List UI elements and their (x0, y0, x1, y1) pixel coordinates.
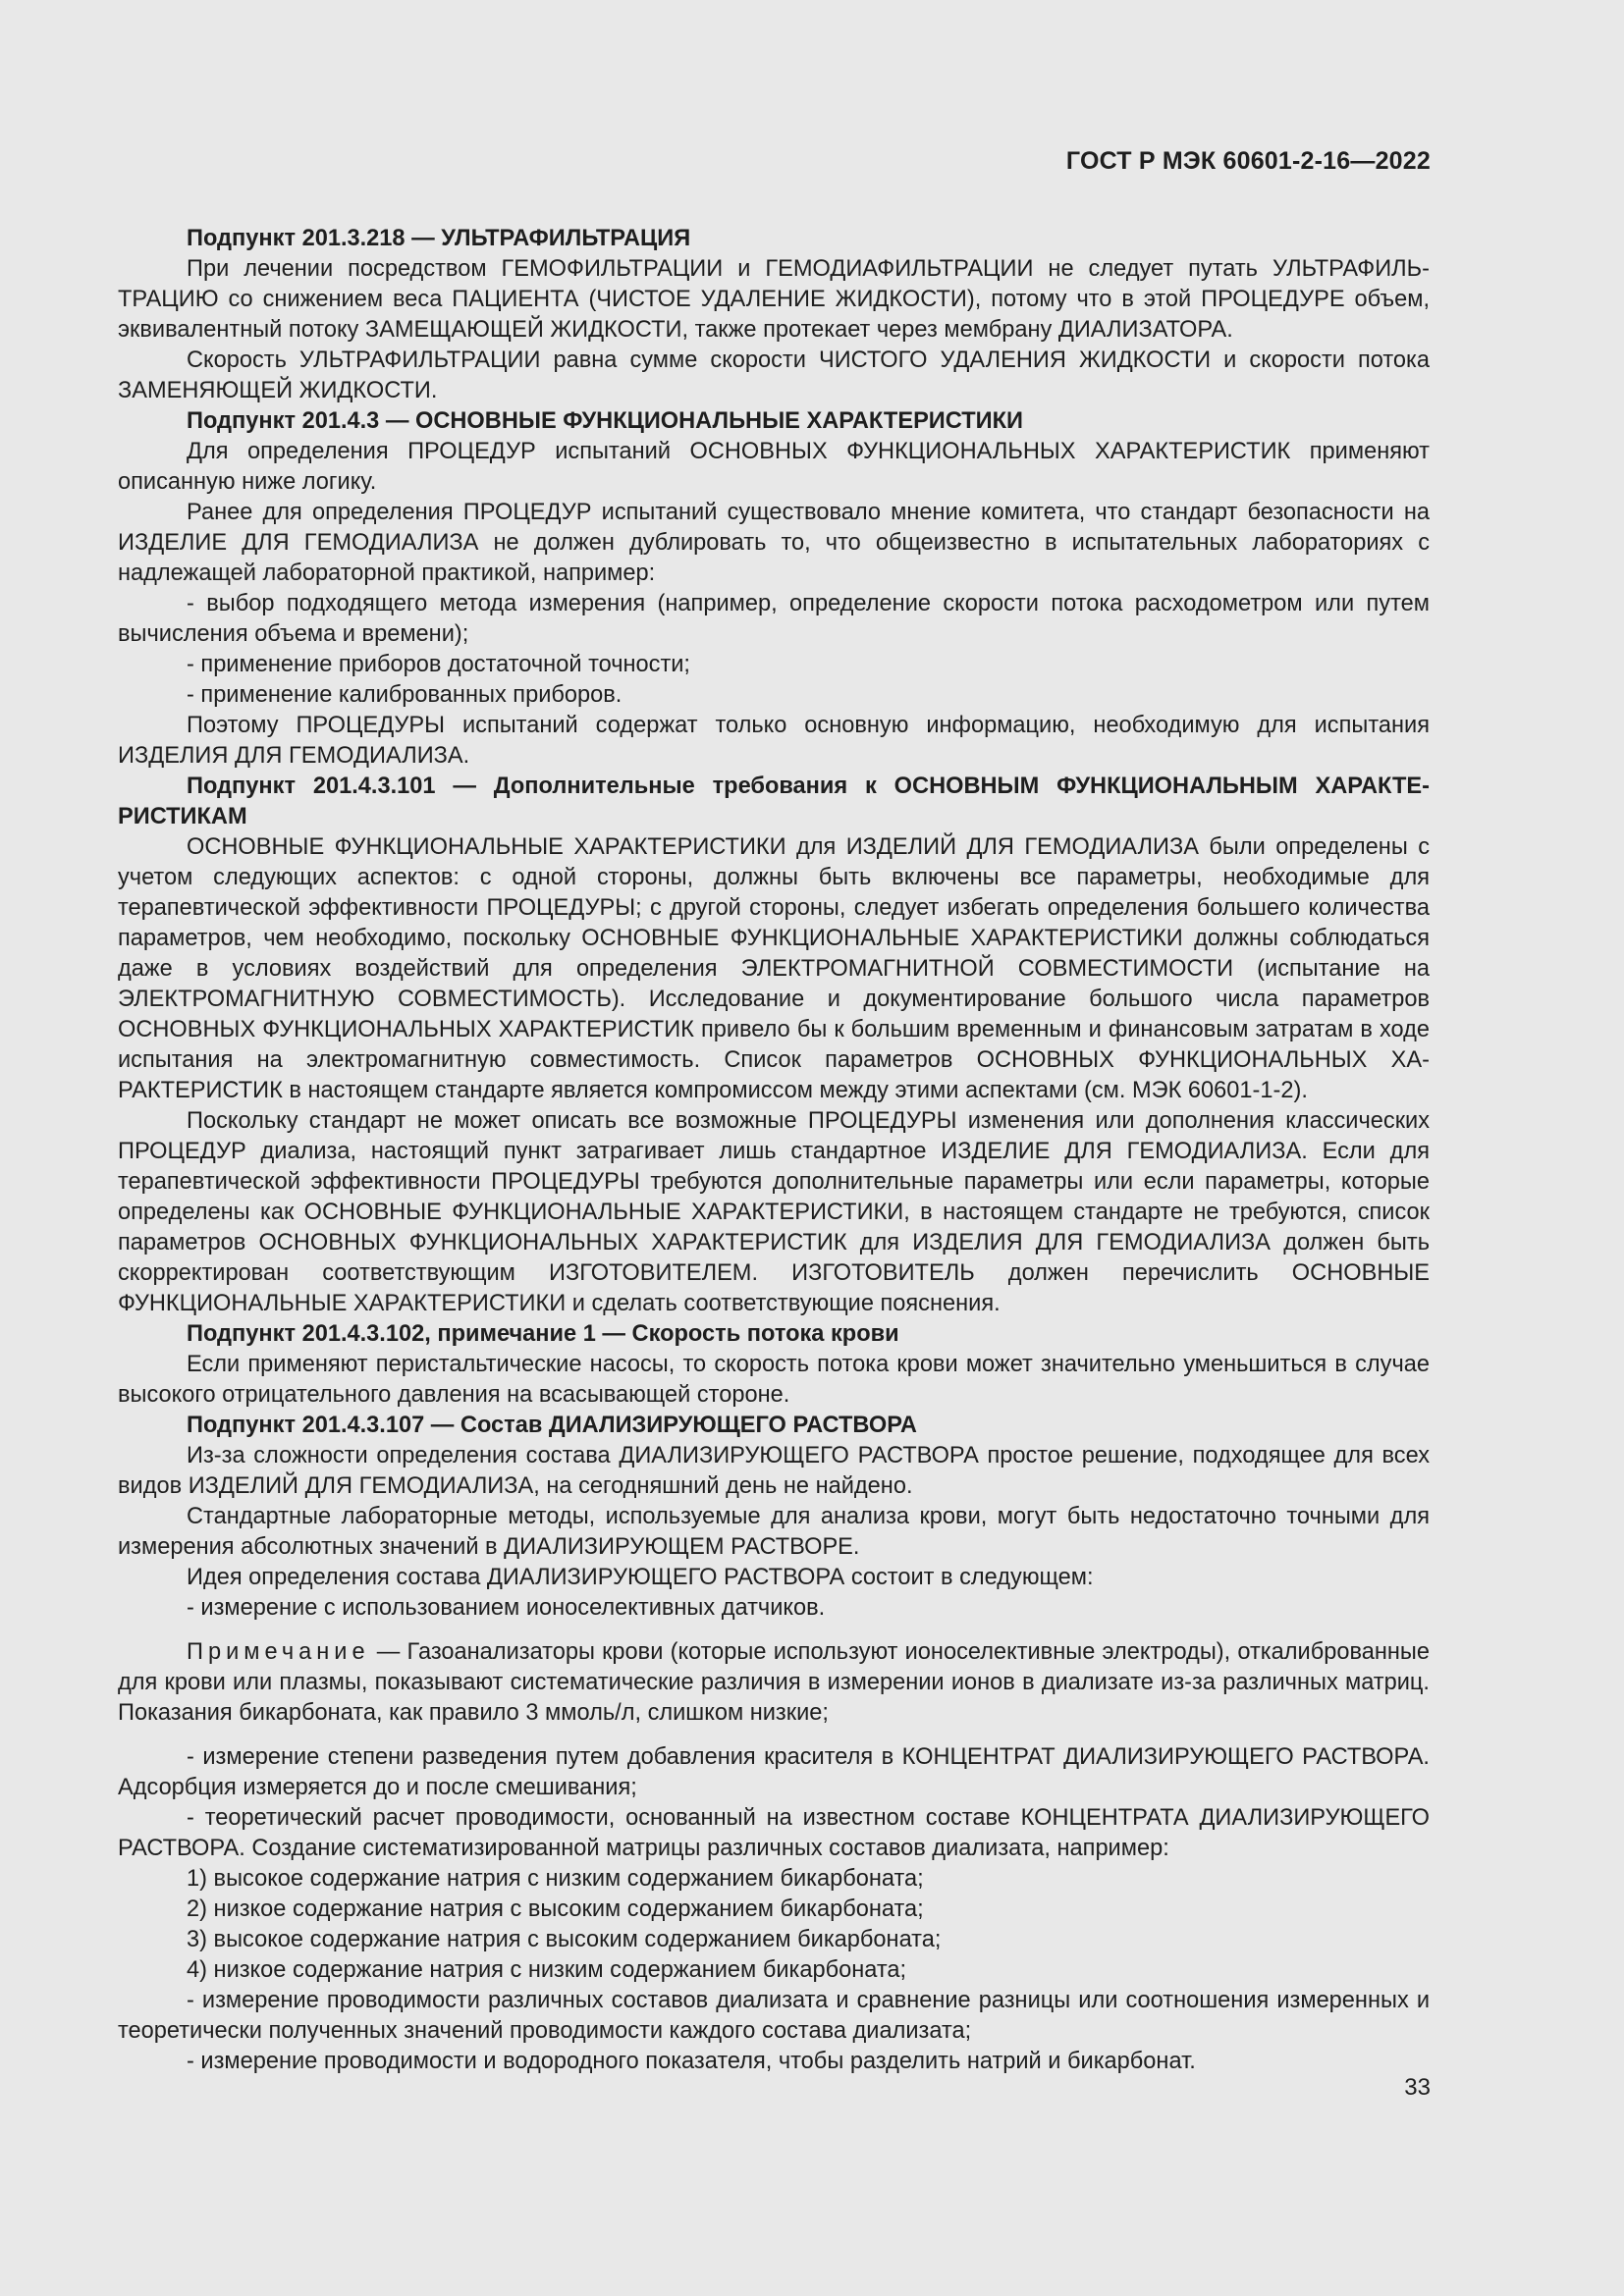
body-paragraph: Поэтому ПРОЦЕДУРЫ испытаний содержат только основную информацию, необходимую для испытания ИЗДЕЛИЯ ДЛЯ ГЕМОДИАЛИЗА. (118, 713, 1430, 769)
body-paragraph: Скорость УЛЬТРАФИЛЬТРАЦИИ равна сумме скорости ЧИСТОГО УДАЛЕНИЯ ЖИДКОСТИ и скорости потока ЗАМЕНЯЮЩЕЙ ЖИДКОСТИ. (118, 347, 1430, 403)
body-paragraph: - измерение степени разведения путем добавления красителя в КОНЦЕНТРАТ ДИАЛИЗИРУЮЩЕГО РАСТВОРА. Адсорбция измеряется до и после смешивания; (118, 1744, 1430, 1800)
section-heading: Подпункт 201.4.3.101 — Дополнительные требования к ОСНОВНЫМ ФУНКЦИОНАЛЬНЫМ ХАРАКТЕРИСТИКАМ (118, 774, 1430, 829)
section-heading: Подпункт 201.4.3 — ОСНОВНЫЕ ФУНКЦИОНАЛЬНЫЕ ХАРАКТЕРИСТИКИ (187, 408, 1023, 434)
body-paragraph: Из-за сложности определения состава ДИАЛИЗИРУЮЩЕГО РАСТВОРА простое решение, подходящее для всех видов ИЗДЕЛИЙ ДЛЯ ГЕМОДИАЛИЗА, на сегодняшний день не найдено. (118, 1443, 1430, 1499)
body-paragraph: Стандартные лабораторные методы, используемые для анализа крови, могут быть недостаточно точными для измерения абсолютных значений в ДИАЛИЗИРУЮЩЕМ РАСТВОРЕ. (118, 1504, 1430, 1560)
body-paragraph: 4) низкое содержание натрия с низким содержанием бикарбоната; (187, 1957, 907, 1983)
body-paragraph: 3) высокое содержание натрия с высоким содержанием бикарбоната; (187, 1927, 942, 1952)
body-paragraph: - применение приборов достаточной точности; (187, 652, 690, 677)
body-paragraph: ОСНОВНЫЕ ФУНКЦИОНАЛЬНЫЕ ХАРАКТЕРИСТИКИ для ИЗДЕЛИЙ ДЛЯ ГЕМОДИАЛИЗА были определены с учетом следующих аспектов: с одной стороны, должны быть включены все параметры, необходимые для терапевтической эффективности ПРОЦЕДУРЫ; с другой стороны, следует избегать определения большего количества параметров, чем необходимо, поскольку ОСНОВНЫЕ ФУНКЦИОНАЛЬНЫЕ ХАРАКТЕРИСТИКИ должны соблюдаться даже в условиях воздействий для определения ЭЛЕКТРОМАГНИТНОЙ СОВМЕСТИМОСТИ (испытание на ЭЛЕКТРОМАГНИТНУЮ СОВМЕСТИМОСТЬ). Исследование и документирование большого числа параметров ОСНОВНЫХ ФУНКЦИОНАЛЬНЫХ ХАРАКТЕРИСТИК привело бы к большим временным и финансовым затратам в ходе испытания на электромагнитную совместимость. Список параметров ОСНОВНЫХ ФУНКЦИОНАЛЬНЫХ ХАРАКТЕРИСТИК в настоящем стандарте является компромиссом между этими аспектами (см. МЭК 60601-1-2). (118, 834, 1430, 1103)
section-heading: Подпункт 201.3.218 — УЛЬТРАФИЛЬТРАЦИЯ (187, 226, 691, 251)
body-paragraph: 2) низкое содержание натрия с высоким содержанием бикарбоната; (187, 1896, 924, 1922)
body-paragraph: Идея определения состава ДИАЛИЗИРУЮЩЕГО РАСТВОРА состоит в следующем: (187, 1565, 1094, 1590)
body-paragraph: - выбор подходящего метода измерения (например, определение скорости потока расходометром или путем вычисления объема и времени); (118, 591, 1430, 647)
body-paragraph: Для определения ПРОЦЕДУР испытаний ОСНОВНЫХ ФУНКЦИОНАЛЬНЫХ ХАРАКТЕРИСТИК применяют описанную ниже логику. (118, 439, 1430, 495)
document-header: ГОСТ Р МЭК 60601-2-16—2022 (1065, 147, 1431, 175)
section-heading: Подпункт 201.4.3.107 — Состав ДИАЛИЗИРУЮЩЕГО РАСТВОРА (187, 1413, 917, 1438)
body-paragraph: При лечении посредством ГЕМОФИЛЬТРАЦИИ и ГЕМОДИАФИЛЬТРАЦИИ не следует путать УЛЬТРАФИЛЬТРАЦИЮ со снижением веса ПАЦИЕНТА (ЧИСТОЕ УДАЛЕНИЕ ЖИДКОСТИ), потому что в этой ПРОЦЕДУРЕ объем, эквивалентный потоку ЗАМЕЩАЮЩЕЙ ЖИДКОСТИ, также протекает через мембрану ДИАЛИЗАТОРА. (118, 256, 1430, 343)
body-paragraph: - измерение проводимости различных составов диализата и сравнение разницы или соотношения измеренных и теоретически полученных значений проводимости каждого состава диализата; (118, 1988, 1430, 2044)
body-paragraph: Если применяют перистальтические насосы, то скорость потока крови может значительно уменьшиться в случае высокого отрицательного давления на всасывающей стороне. (118, 1352, 1430, 1408)
note-paragraph (118, 1637, 1430, 1729)
body-paragraph: - измерение с использованием ионоселективных датчиков. (187, 1595, 826, 1621)
body-paragraph: 1) высокое содержание натрия с низким содержанием бикарбоната; (187, 1866, 924, 1892)
note-text: — Газоанализаторы крови (которые используют ионоселективные электроды), откалиброванные для крови или плазмы, показывают систематические различия в измерении ионов в диализате из-за различных матриц. Показания бикарбоната, как правило 3 ммоль/л, слишком низкие; (118, 1639, 1430, 1726)
body-paragraph: - измерение проводимости и водородного показателя, чтобы разделить натрий и бикарбонат. (187, 2049, 1196, 2074)
note-label: Примечание (187, 1639, 370, 1665)
body-paragraph: Ранее для определения ПРОЦЕДУР испытаний существовало мнение комитета, что стандарт безопасности на ИЗДЕЛИЕ ДЛЯ ГЕМОДИАЛИЗА не должен дублировать то, что общеизвестно в испытательных лабораториях с надлежащей лабораторной практикой, например: (118, 500, 1430, 586)
body-paragraph: Поскольку стандарт не может описать все возможные ПРОЦЕДУРЫ изменения или дополнения классических ПРОЦЕДУР диализа, настоящий пункт затрагивает лишь стандартное ИЗДЕЛИЕ ДЛЯ ГЕМОДИАЛИЗА. Если для терапевтической эффективности ПРОЦЕДУРЫ требуются дополнительные параметры или если параметры, которые определены как ОСНОВНЫЕ ФУНКЦИОНАЛЬНЫЕ ХАРАКТЕРИСТИКИ, в настоящем стандарте не требуются, список параметров ОСНОВНЫХ ФУНКЦИОНАЛЬНЫХ ХАРАКТЕРИСТИК для ИЗДЕЛИЯ ДЛЯ ГЕМОДИАЛИЗА должен быть скорректирован соответствующим ИЗГОТОВИТЕЛЕМ. ИЗГОТОВИТЕЛЬ должен перечислить ОСНОВНЫЕ ФУНКЦИОНАЛЬНЫЕ ХАРАКТЕРИСТИКИ и сделать соответствующие пояснения. (118, 1108, 1430, 1316)
document-body (118, 224, 1430, 2077)
section-heading: Подпункт 201.4.3.102, примечание 1 — Скорость потока крови (187, 1321, 899, 1347)
body-paragraph: - теоретический расчет проводимости, основанный на известном составе КОНЦЕНТРАТА ДИАЛИЗИРУЮЩЕГО РАСТВОРА. Создание систематизированной матрицы различных составов диализата, например: (118, 1805, 1430, 1861)
page-number: 33 (1404, 2074, 1431, 2101)
body-paragraph: - применение калиброванных приборов. (187, 682, 623, 708)
